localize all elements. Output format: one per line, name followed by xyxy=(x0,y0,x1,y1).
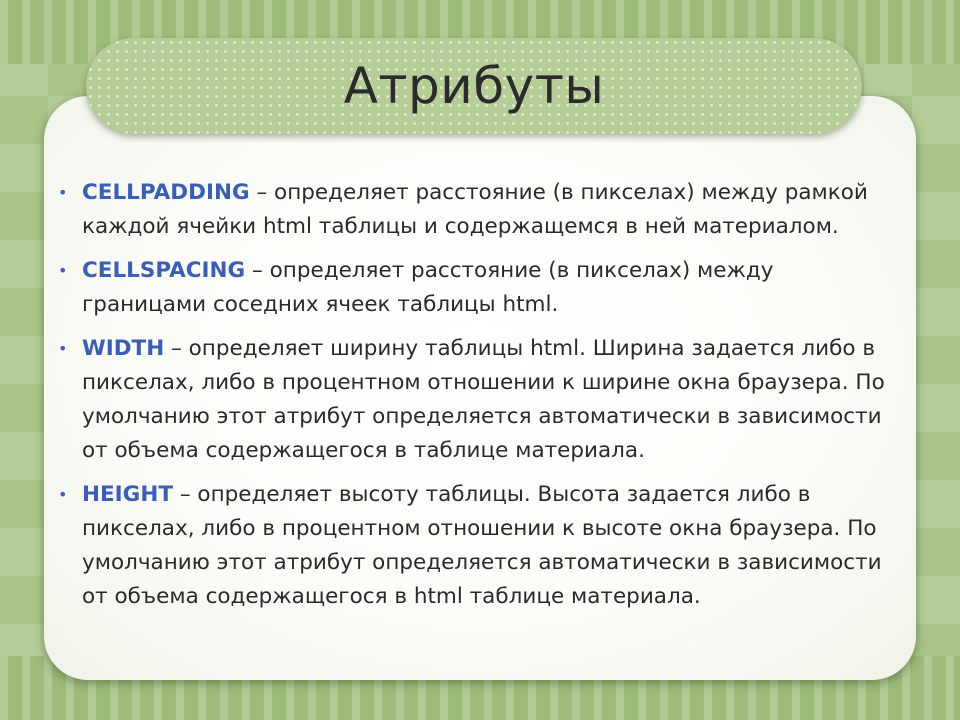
attribute-term: CELLSPACING xyxy=(82,258,246,283)
attribute-description: – определяет высоту таблицы. Высота задается либо в пикселах, либо в процентном отношении к высоте окна браузера. По умолчанию этот атрибут определяется автоматически в зависимости от объема содержащегося в html таблице материала. xyxy=(82,482,882,609)
attribute-term: WIDTH xyxy=(82,336,165,361)
bullet-list xyxy=(58,176,904,624)
bullet-dot-icon: • xyxy=(58,261,68,280)
slide-title: Атрибуты xyxy=(343,57,605,115)
bullet-item-cellspacing xyxy=(58,254,904,322)
bullet-item-height xyxy=(58,478,904,614)
title-banner xyxy=(86,38,862,134)
bullet-dot-icon: • xyxy=(58,183,68,202)
bullet-item-width xyxy=(58,332,904,468)
bullet-dot-icon: • xyxy=(58,339,68,358)
bullet-item-cellpadding xyxy=(58,176,904,244)
attribute-description: – определяет ширину таблицы html. Ширина задается либо в пикселах, либо в процентном отношении к ширине окна браузера. По умолчанию этот атрибут определяется автоматически в зависимости от объема содержащегося в таблице материала. xyxy=(82,336,885,463)
bullet-dot-icon: • xyxy=(58,485,68,504)
attribute-description: – определяет расстояние (в пикселах) между границами соседних ячеек таблицы html. xyxy=(82,258,774,317)
attribute-description: – определяет расстояние (в пикселах) между рамкой каждой ячейки html таблицы и содержащемся в ней материалом. xyxy=(82,180,868,239)
attribute-term: HEIGHT xyxy=(82,482,173,507)
attribute-term: CELLPADDING xyxy=(82,180,250,205)
